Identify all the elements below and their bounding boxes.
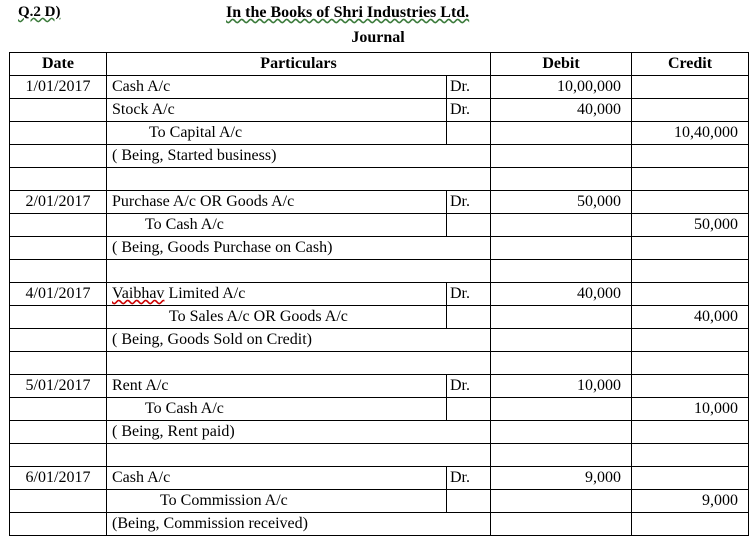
header-particulars: Particulars	[107, 53, 491, 76]
date-cell	[10, 490, 107, 513]
particulars-cell: Rent A/c	[107, 375, 447, 398]
entry-date: 1/01/2017	[10, 76, 107, 99]
spacer-row	[10, 352, 749, 375]
table-row	[10, 122, 749, 145]
dr-marker: Dr.	[447, 191, 491, 214]
debit-cell	[491, 490, 632, 513]
particulars-cell: To Cash A/c	[107, 214, 447, 237]
particulars-cell: To Commission A/c	[107, 490, 447, 513]
credit-cell	[632, 513, 749, 536]
debit-cell	[491, 237, 632, 260]
table-row	[10, 237, 749, 260]
date-cell	[10, 329, 107, 352]
narration-cell: ( Being, Started business)	[107, 145, 491, 168]
credit-cell	[632, 467, 749, 490]
debit-cell	[491, 214, 632, 237]
dr-marker	[447, 214, 491, 237]
credit-cell: 50,000	[632, 214, 749, 237]
narration-cell: ( Being, Goods Purchase on Cash)	[107, 237, 491, 260]
particulars-cell: Purchase A/c OR Goods A/c	[107, 191, 447, 214]
table-row	[10, 191, 749, 214]
credit-cell	[632, 237, 749, 260]
spacer-row	[10, 168, 749, 191]
credit-cell	[632, 191, 749, 214]
credit-cell	[632, 375, 749, 398]
spacer-row	[10, 444, 749, 467]
table-row	[10, 76, 749, 99]
debit-cell: 40,000	[491, 99, 632, 122]
debit-cell: 10,00,000	[491, 76, 632, 99]
credit-cell	[632, 145, 749, 168]
account-name-misspelled: Vaibhav	[112, 285, 165, 302]
page-title: In the Books of Shri Industries Ltd.	[226, 4, 470, 21]
dr-marker: Dr.	[447, 76, 491, 99]
particulars-cell: To Sales A/c OR Goods A/c	[107, 306, 447, 329]
date-cell	[10, 214, 107, 237]
credit-cell: 9,000	[632, 490, 749, 513]
debit-cell	[491, 329, 632, 352]
header-debit: Debit	[491, 53, 632, 76]
narration-cell: ( Being, Rent paid)	[107, 421, 491, 444]
debit-cell	[491, 122, 632, 145]
entry-date: 6/01/2017	[10, 467, 107, 490]
narration-cell: (Being, Commission received)	[107, 513, 491, 536]
debit-cell: 40,000	[491, 283, 632, 306]
credit-cell	[632, 329, 749, 352]
dr-marker: Dr.	[447, 375, 491, 398]
particulars-cell: Cash A/c	[107, 76, 447, 99]
header-credit: Credit	[632, 53, 749, 76]
entry-date: 4/01/2017	[10, 283, 107, 306]
table-row	[10, 490, 749, 513]
credit-cell	[632, 283, 749, 306]
journal-heading: Journal	[351, 29, 405, 46]
table-row	[10, 283, 749, 306]
dr-marker	[447, 122, 491, 145]
dr-marker: Dr.	[447, 283, 491, 306]
table-row	[10, 214, 749, 237]
table-row	[10, 398, 749, 421]
date-cell	[10, 99, 107, 122]
table-row	[10, 306, 749, 329]
date-cell	[10, 398, 107, 421]
account-suffix: Limited A/c	[164, 285, 246, 302]
credit-cell	[632, 99, 749, 122]
date-cell	[10, 421, 107, 444]
debit-cell	[491, 421, 632, 444]
table-row	[10, 329, 749, 352]
dr-marker: Dr.	[447, 467, 491, 490]
table-row	[10, 513, 749, 536]
particulars-cell	[107, 283, 447, 306]
header-row	[10, 53, 749, 76]
credit-cell: 40,000	[632, 306, 749, 329]
debit-cell: 10,000	[491, 375, 632, 398]
dr-marker	[447, 306, 491, 329]
narration-cell: ( Being, Goods Sold on Credit)	[107, 329, 491, 352]
particulars-cell: To Cash A/c	[107, 398, 447, 421]
dr-marker	[447, 490, 491, 513]
date-cell	[10, 306, 107, 329]
credit-cell	[632, 421, 749, 444]
particulars-cell: Stock A/c	[107, 99, 447, 122]
debit-cell	[491, 398, 632, 421]
header-date: Date	[10, 53, 107, 76]
spacer-row	[10, 260, 749, 283]
debit-cell	[491, 145, 632, 168]
date-cell	[10, 513, 107, 536]
entry-date: 5/01/2017	[10, 375, 107, 398]
table-row	[10, 421, 749, 444]
particulars-cell: Cash A/c	[107, 467, 447, 490]
particulars-cell: To Capital A/c	[107, 122, 447, 145]
table-row	[10, 145, 749, 168]
credit-cell	[632, 76, 749, 99]
credit-cell: 10,000	[632, 398, 749, 421]
dr-marker: Dr.	[447, 99, 491, 122]
debit-cell: 50,000	[491, 191, 632, 214]
table-row	[10, 375, 749, 398]
entry-date: 2/01/2017	[10, 191, 107, 214]
table-row	[10, 99, 749, 122]
debit-cell	[491, 513, 632, 536]
table-row	[10, 467, 749, 490]
debit-cell	[491, 306, 632, 329]
date-cell	[10, 145, 107, 168]
dr-marker	[447, 398, 491, 421]
date-cell	[10, 237, 107, 260]
debit-cell: 9,000	[491, 467, 632, 490]
date-cell	[10, 122, 107, 145]
credit-cell: 10,40,000	[632, 122, 749, 145]
journal-table	[9, 52, 749, 536]
question-number: Q.2 D)	[18, 4, 61, 20]
